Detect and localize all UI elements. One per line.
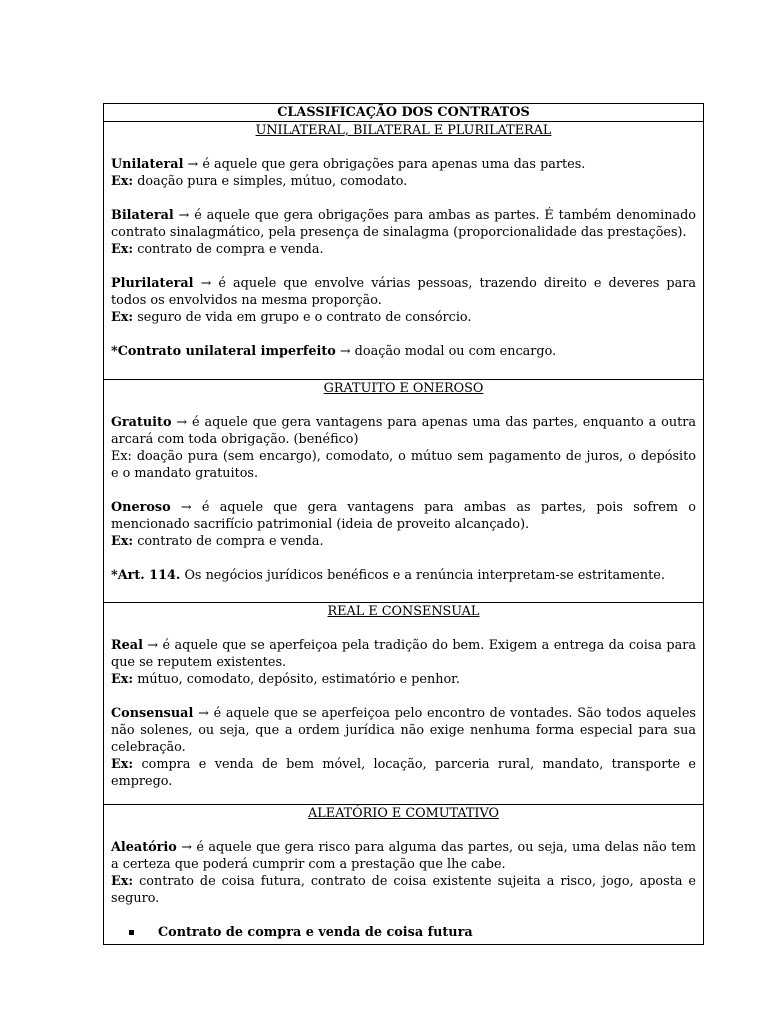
section-aleatorio-comutativo [104,805,703,943]
aleatorio-example: Ex: contrato de coisa futura, contrato de coisa existente sujeita a risco, jogo, aposta e [111,874,696,889]
gratuito-example: Ex: doação pura (sem encargo), comodato, o mútuo sem pagamento de juros, o depósito [111,449,696,464]
oneroso-definition-cont: mencionado sacrifício patrimonial (ideia de proveito alcançado). [111,517,530,532]
section-heading: GRATUITO E ONEROSO [323,381,484,396]
section-heading: ALEATÓRIO E COMUTATIVO [308,806,499,821]
table-title: CLASSIFICAÇÃO DOS CONTRATOS [104,104,703,122]
bilateral-definition-cont: contrato sinalagmático, pela presença de sinalagma (proporcionalidade das prestações). [111,225,687,240]
aleatorio-definition-cont: a certeza que poderá cumprir com a prestação que lhe cabe. [111,857,506,872]
consensual-example-cont: emprego. [111,774,173,789]
arrow-right-icon: → [339,344,351,359]
consensual-definition-end: celebração. [111,740,186,755]
bilateral-definition: Bilateral → é aquele que gera obrigações para ambas as partes. É também denominado [111,208,696,223]
real-example: Ex: mútuo, comodato, depósito, estimatório e penhor. [111,672,460,687]
bilateral-example: Ex: contrato de compra e venda. [111,242,324,257]
list-item [111,924,696,941]
arrow-right-icon: → [176,415,188,430]
arrow-right-icon: → [198,706,209,721]
art-114-note: *Art. 114. Os negócios jurídicos benéficos e a renúncia interpretam-se estritamente. [111,568,665,583]
section-unilateral-bilateral [104,122,703,380]
section-gratuito-oneroso [104,380,703,603]
consensual-definition: Consensual → é aquele que se aperfeiçoa pelo encontro de vontades. São todos aqueles [111,706,696,721]
plurilateral-definition: Plurilateral → é aquele que envolve várias pessoas, trazendo direito e deveres para [111,276,696,291]
arrow-right-icon: → [180,500,192,515]
real-definition-cont: que se reputem existentes. [111,655,287,670]
classification-table [103,103,704,945]
arrow-right-icon: → [181,840,192,855]
plurilateral-definition-cont: todos os envolvidos na mesma proporção. [111,293,382,308]
section-heading: UNILATERAL, BILATERAL E PLURILATERAL [255,123,552,138]
consensual-example: Ex: compra e venda de bem móvel, locação, parceria rural, mandato, transporte e [111,757,696,772]
gratuito-example-cont: e o mandato gratuitos. [111,466,259,481]
aleatorio-example-cont: seguro. [111,891,160,906]
oneroso-example: Ex: contrato de compra e venda. [111,534,324,549]
oneroso-definition: Oneroso → é aquele que gera vantagens para ambas as partes, pois sofrem o [111,500,697,515]
arrow-right-icon: → [147,638,159,653]
arrow-right-icon: → [178,208,190,223]
arrow-right-icon: → [200,276,212,291]
bullet-icon [129,930,134,935]
section-real-consensual [104,603,703,805]
list-item-label: Contrato de compra e venda de coisa futura [158,925,473,940]
gratuito-definition-cont: arcará com toda obrigação. (benéfico) [111,432,359,447]
unilateral-definition: Unilateral → é aquele que gera obrigações para apenas uma das partes. [111,157,586,172]
plurilateral-example: Ex: seguro de vida em grupo e o contrato de consórcio. [111,310,472,325]
unilateral-imperfect-note: *Contrato unilateral imperfeito → doação modal ou com encargo. [111,344,557,359]
consensual-definition-cont: não solenes, ou seja, que a ordem jurídica não exige nenhuma forma especial para sua [111,723,696,738]
arrow-right-icon: → [187,157,199,172]
unilateral-example: Ex: doação pura e simples, mútuo, comodato. [111,174,408,189]
aleatorio-definition: Aleatório → é aquele que gera risco para alguma das partes, ou seja, uma delas não tem [111,840,696,855]
gratuito-definition: Gratuito → é aquele que gera vantagens para apenas uma das partes, enquanto a outra [111,415,696,430]
section-heading: REAL E CONSENSUAL [327,604,480,619]
real-definition: Real → é aquele que se aperfeiçoa pela tradição do bem. Exigem a entrega da coisa para [111,638,696,653]
